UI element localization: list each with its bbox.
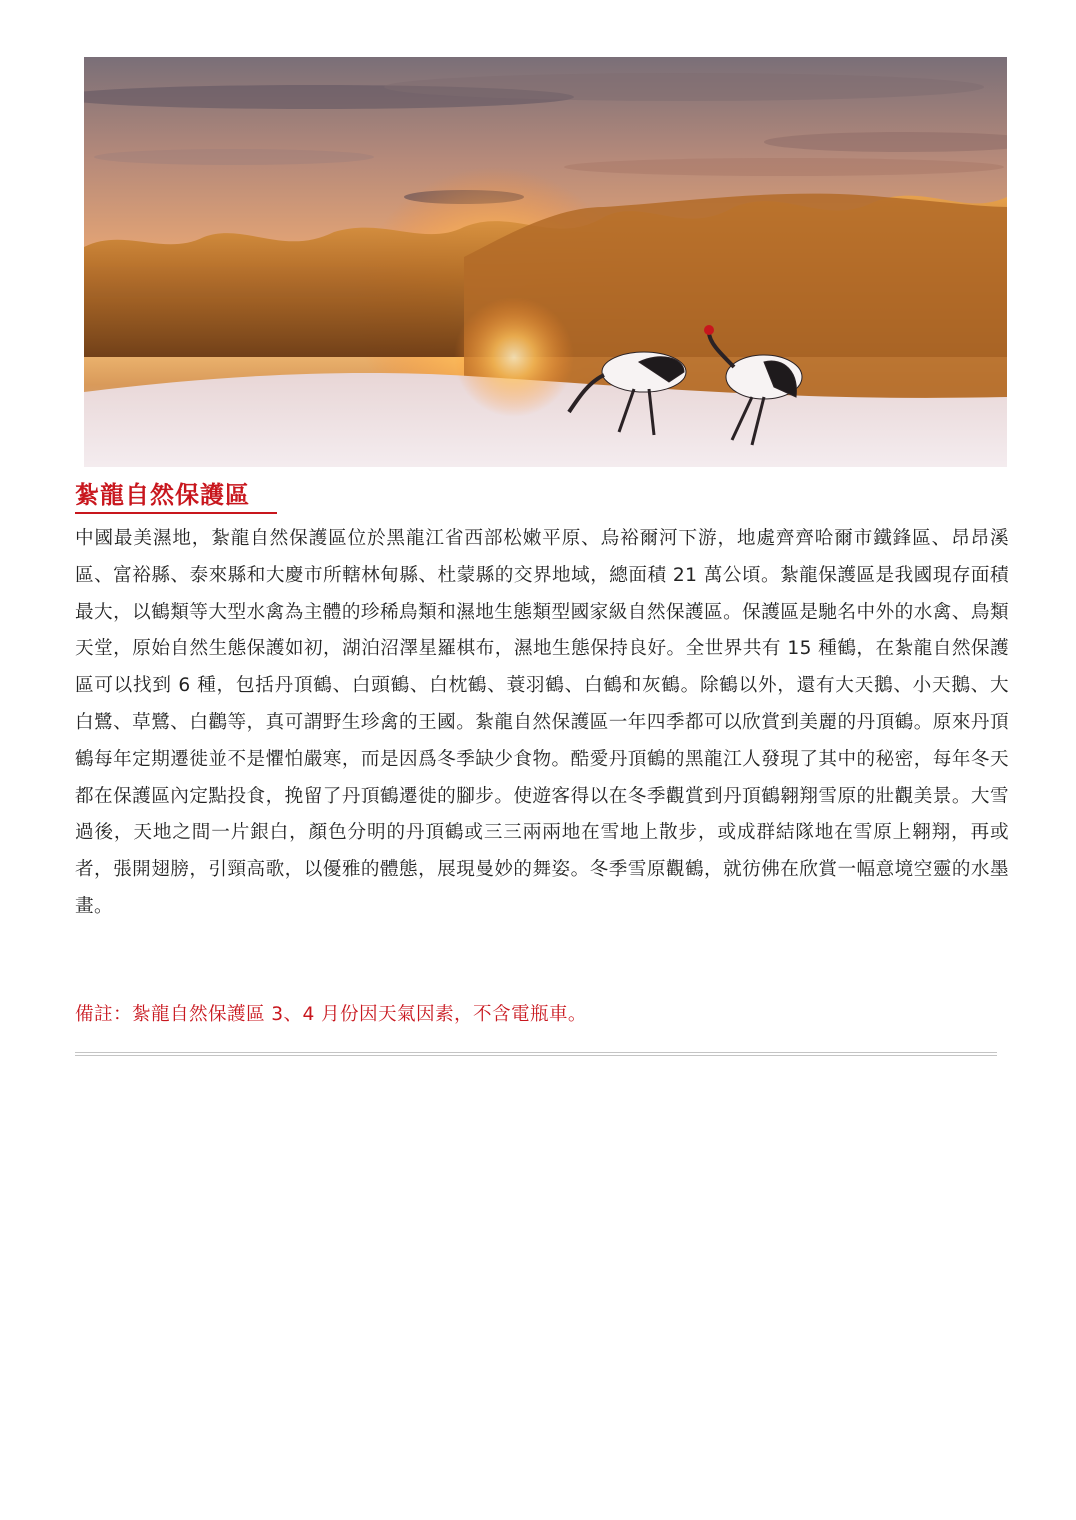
sunset-wetland-illustration [84, 57, 1007, 467]
remark-note: 備註：紮龍自然保護區 3、4 月份因天氣因素，不含電瓶車。 [75, 1004, 587, 1025]
double-divider [75, 1052, 997, 1056]
article-body: 中國最美濕地，紮龍自然保護區位於黑龍江省西部松嫩平原、烏裕爾河下游，地處齊齊哈爾市鐵鋒區、昂昂溪區、富裕縣、泰來縣和大慶市所轄林甸縣、杜蒙縣的交界地域，總面積 21 萬公頃。紮龍保護區是我國現存面積最大，以鶴類等大型水禽為主體的珍稀鳥類和濕地生態類型國家級自然保護區。保護區是馳名中外的水禽、鳥類天堂，原始自然生態保護如初，湖泊沼澤星羅棋布，濕地生態保持良好。全世界共有 15 種鶴，在紮龍自然保護區可以找到 6 種，包括丹頂鶴、白頭鶴、白枕鶴、蓑羽鶴、白鶴和灰鶴。除鶴以外，還有大天鵝、小天鵝、大白鷺、草鷺、白鸛等，真可謂野生珍禽的王國。紮龍自然保護區一年四季都可以欣賞到美麗的丹頂鶴。原來丹頂鶴每年定期遷徙並不是懼怕嚴寒，而是因爲冬季缺少食物。酷愛丹頂鶴的黑龍江人發現了其中的秘密，每年冬天都在保護區內定點投食，挽留了丹頂鶴遷徙的腳步。使遊客得以在冬季觀賞到丹頂鶴翱翔雪原的壯觀美景。大雪過後，天地之間一片銀白，顏色分明的丹頂鶴或三三兩兩地在雪地上散步，或成群結隊地在雪原上翱翔，再或者，張開翅膀，引頸高歌，以優雅的體態，展現曼妙的舞姿。冬季雪原觀鶴，就彷佛在欣賞一幅意境空靈的水墨畫。 [75, 528, 1009, 917]
page-title: 紮龍自然保護區 [75, 481, 250, 509]
hero-photo-cranes-at-sunset [84, 57, 1007, 467]
title-underline [75, 512, 277, 514]
